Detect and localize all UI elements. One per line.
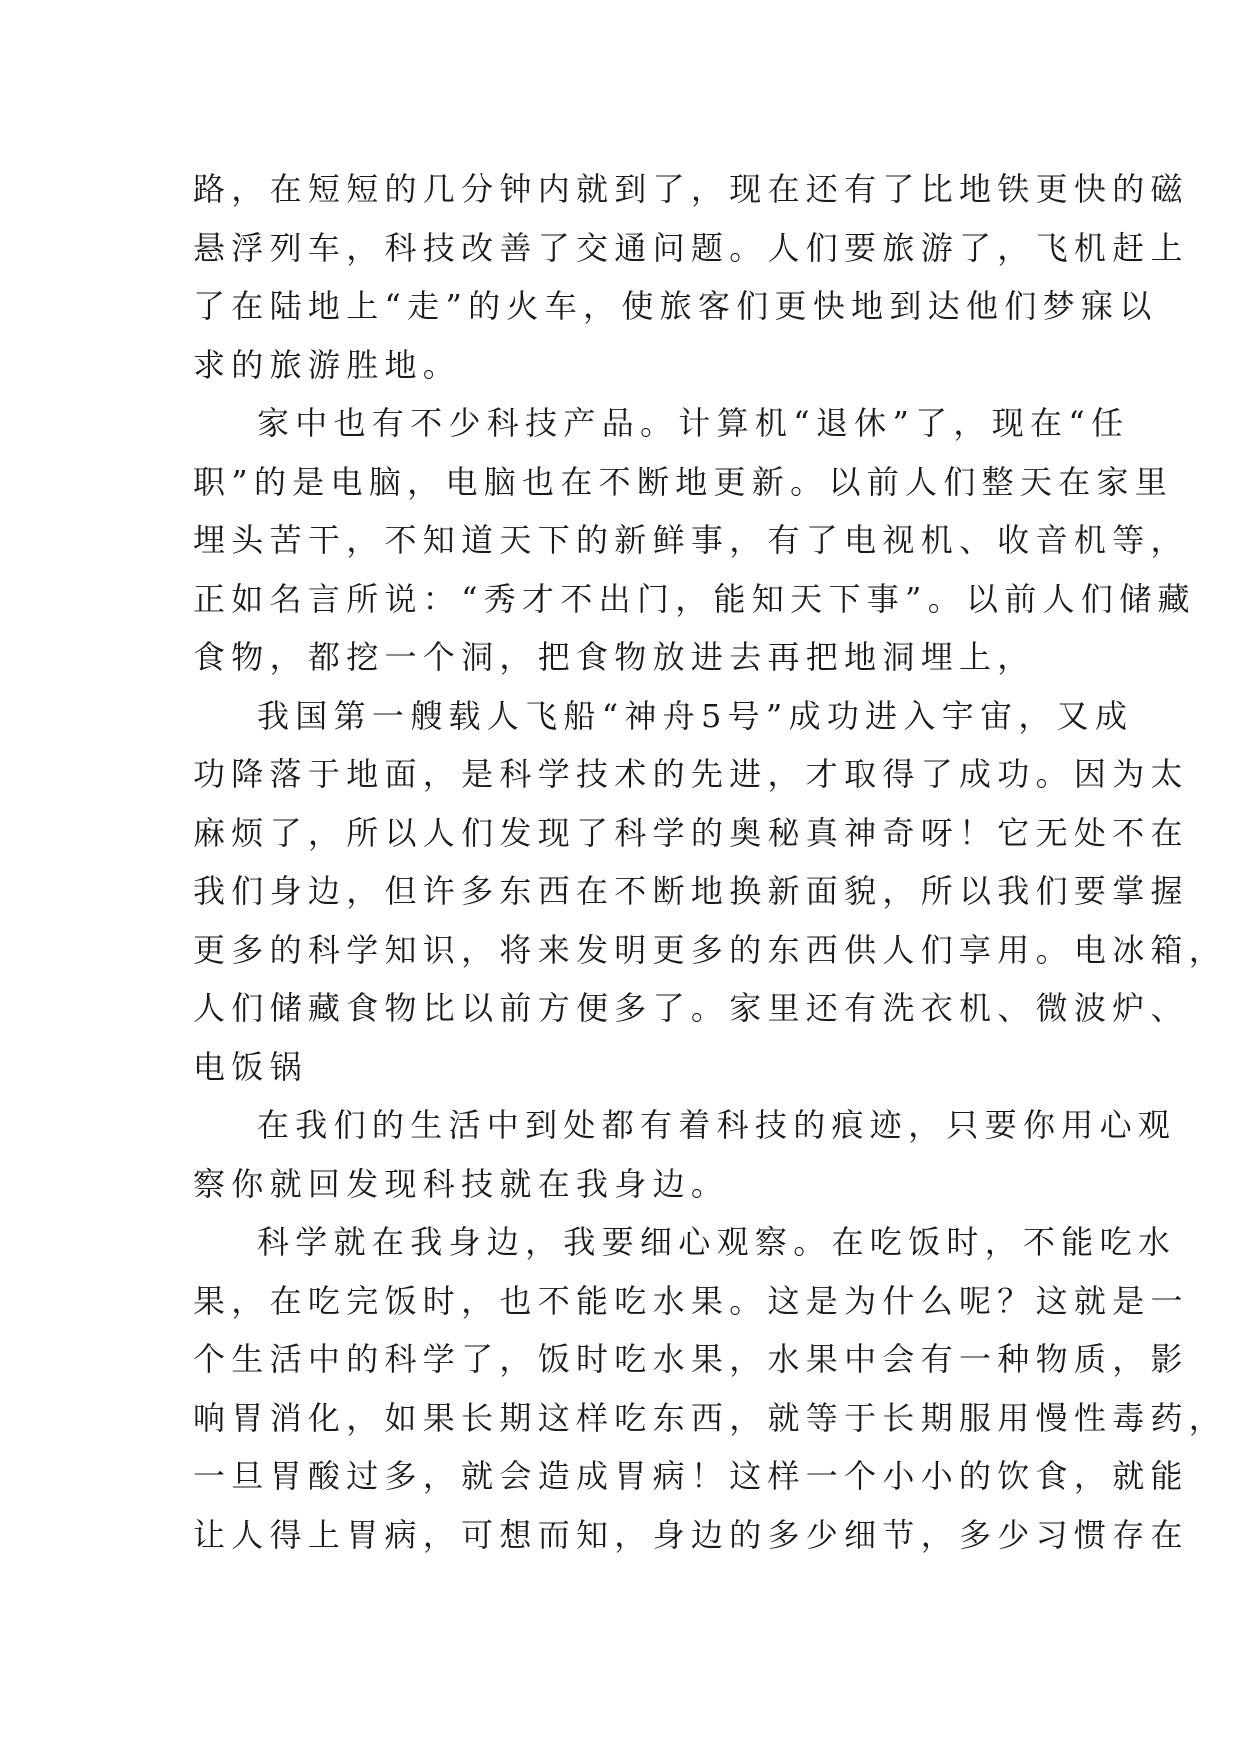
text-line: 科学就在我身边，我要细心观察。在吃饭时，不能吃水 xyxy=(257,1223,1177,1261)
text-line: 更多的科学知识，将来发明更多的东西供人们享用。电冰箱， xyxy=(193,930,1228,969)
text-line: 人们储藏食物比以前方便多了。家里还有洗衣机、微波炉、 xyxy=(193,989,1189,1027)
text-line: 让人得上胃病，可想而知，身边的多少细节，多少习惯存在 xyxy=(193,1515,1189,1554)
text-line: 悬浮列车，科技改善了交通问题。人们要旅游了，飞机赶上 xyxy=(193,228,1189,267)
paragraph-4 xyxy=(193,1096,1177,1213)
text-line: 我们身边，但许多东西在不断地换新面貌，所以我们要掌握 xyxy=(193,872,1189,910)
text-line: 个生活中的科学了，饭时吃水果，水果中会有一种物质，影 xyxy=(193,1340,1189,1378)
text-line: 功降落于地面，是科学技术的先进，才取得了成功。因为太 xyxy=(193,755,1189,793)
paragraph-1 xyxy=(193,160,1189,394)
text-line: 了在陆地上“走”的火车，使旅客们更快地到达他们梦寐以 xyxy=(193,287,1158,325)
text-line: 我国第一艘载人飞船“神舟5号”成功进入宇宙，又成 xyxy=(257,696,1134,735)
text-line: 埋头苦干，不知道天下的新鲜事，有了电视机、收音机等， xyxy=(193,521,1189,559)
body-text xyxy=(193,160,1228,1564)
text-line: 一旦胃酸过多，就会造成胃病！这样一个小小的饮食，就能 xyxy=(193,1457,1189,1495)
text-line: 麻烦了，所以人们发现了科学的奥秘真神奇呀！它无处不在 xyxy=(193,813,1189,852)
text-line: 响胃消化，如果长期这样吃东西，就等于长期服用慢性毒药， xyxy=(193,1398,1228,1437)
paragraph-2 xyxy=(193,394,1196,687)
paragraph-3 xyxy=(193,687,1228,1097)
text-line: 果，在吃完饭时，也不能吃水果。这是为什么呢？这就是一 xyxy=(193,1281,1189,1320)
text-line: 家中也有不少科技产品。计算机“退休”了，现在“任 xyxy=(257,404,1130,442)
text-line: 食物，都挖一个洞，把食物放进去再把地洞埋上， xyxy=(193,638,1036,676)
paragraph-5 xyxy=(193,1213,1228,1564)
text-line: 路，在短短的几分钟内就到了，现在还有了比地铁更快的磁 xyxy=(193,170,1189,208)
text-line: 正如名言所说：“秀才不出门，能知天下事”。以前人们储藏 xyxy=(193,579,1196,618)
text-line: 电饭锅 xyxy=(193,1047,308,1086)
text-line: 求的旅游胜地。 xyxy=(193,345,462,384)
text-line: 察你就回发现科技就在我身边。 xyxy=(193,1164,730,1203)
text-line: 在我们的生活中到处都有着科技的痕迹，只要你用心观 xyxy=(257,1106,1177,1144)
text-line: 职”的是电脑，电脑也在不断地更新。以前人们整天在家里 xyxy=(193,462,1174,501)
